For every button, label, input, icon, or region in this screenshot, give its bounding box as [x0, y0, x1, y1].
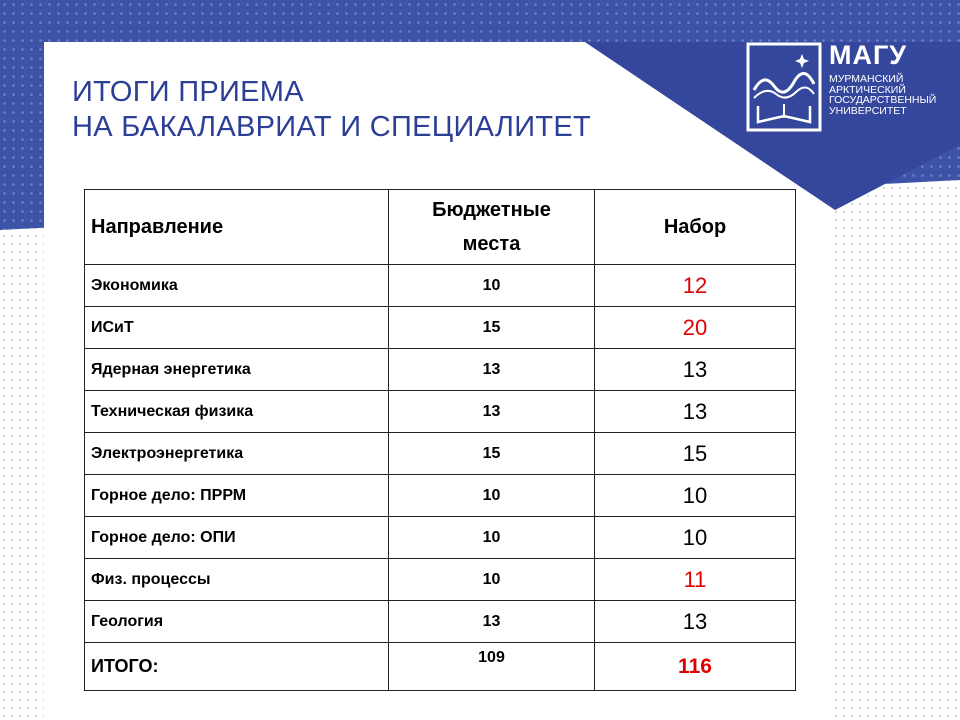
table-row	[85, 349, 796, 391]
cell-budget-places: 13	[389, 349, 595, 391]
cell-enrolled: 20	[595, 307, 796, 349]
logo-emblem-icon	[746, 42, 822, 132]
cell-direction: ИСиТ	[85, 307, 389, 349]
cell-budget-places: 15	[389, 307, 595, 349]
header-budget-places	[389, 190, 595, 265]
header-budget-line-1: Бюджетные	[432, 199, 551, 221]
cell-budget-places: 10	[389, 475, 595, 517]
university-logo	[746, 40, 946, 135]
cell-enrolled: 15	[595, 433, 796, 475]
cell-direction: Горное дело: ПРРМ	[85, 475, 389, 517]
header-budget-line-2: места	[462, 233, 521, 255]
table-row	[85, 265, 796, 307]
cell-direction: Экономика	[85, 265, 389, 307]
cell-budget-places: 109	[389, 643, 595, 691]
cell-direction: Техническая физика	[85, 391, 389, 433]
cell-direction: Электроэнергетика	[85, 433, 389, 475]
cell-enrolled: 13	[595, 349, 796, 391]
table-row	[85, 601, 796, 643]
table-row	[85, 391, 796, 433]
logo-subtitle-line: УНИВЕРСИТЕТ	[829, 104, 907, 117]
cell-budget-places: 13	[389, 601, 595, 643]
cell-budget-places: 10	[389, 265, 595, 307]
table-header-row	[85, 190, 796, 265]
cell-budget-places: 13	[389, 391, 595, 433]
logo-brand-name: МАГУ	[829, 40, 908, 70]
cell-direction: ИТОГО:	[85, 643, 389, 691]
cell-direction: Физ. процессы	[85, 559, 389, 601]
cell-enrolled: 13	[595, 391, 796, 433]
table-row	[85, 475, 796, 517]
logo-subtitle-line: АРКТИЧЕСКИЙ	[829, 83, 906, 96]
cell-budget-places: 15	[389, 433, 595, 475]
table-row	[85, 433, 796, 475]
logo-subtitle-line: ГОСУДАРСТВЕННЫЙ	[829, 94, 937, 106]
table-row	[85, 559, 796, 601]
cell-budget-places: 10	[389, 559, 595, 601]
cell-enrolled: 10	[595, 517, 796, 559]
cell-direction: Ядерная энергетика	[85, 349, 389, 391]
header-enrolled: Набор	[595, 190, 796, 265]
header-direction: Направление	[85, 190, 389, 265]
cell-budget-places: 10	[389, 517, 595, 559]
cell-enrolled: 11	[595, 559, 796, 601]
cell-enrolled: 13	[595, 601, 796, 643]
table-row	[85, 307, 796, 349]
table-total-row	[85, 643, 796, 691]
slide-title-line-2: НА БАКАЛАВРИАТ И СПЕЦИАЛИТЕТ	[72, 111, 592, 143]
slide-title	[72, 75, 591, 145]
cell-direction: Геология	[85, 601, 389, 643]
logo-subtitle-line: МУРМАНСКИЙ	[829, 73, 904, 85]
admission-results-table	[84, 189, 796, 691]
slide-title-line-1: ИТОГИ ПРИЕМА	[72, 76, 304, 108]
logo-subtitle	[829, 74, 936, 116]
cell-direction: Горное дело: ОПИ	[85, 517, 389, 559]
cell-enrolled: 12	[595, 265, 796, 307]
cell-enrolled: 116	[595, 643, 796, 691]
table-row	[85, 517, 796, 559]
cell-enrolled: 10	[595, 475, 796, 517]
